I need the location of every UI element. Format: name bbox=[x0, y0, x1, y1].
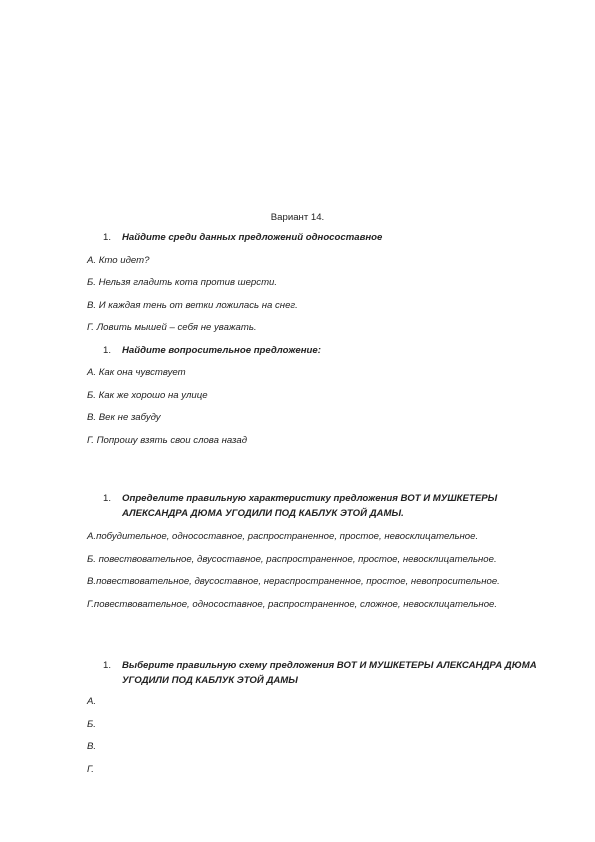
question-2-option-a: А. Как она чувствует bbox=[87, 367, 186, 378]
variant-title: Вариант 14. bbox=[270, 212, 325, 223]
question-2-text: Найдите вопросительное предложение: bbox=[122, 345, 321, 356]
question-4-option-d: Г. bbox=[87, 764, 94, 775]
question-1-number: 1. bbox=[103, 232, 112, 243]
question-4-option-a: А. bbox=[87, 696, 97, 707]
question-3-number: 1. bbox=[103, 493, 112, 504]
question-2-option-c: В. Век не забуду bbox=[87, 412, 161, 423]
question-3-option-b: Б. повествовательное, двусоставное, распространенное, простое, невосклицательное. bbox=[87, 554, 497, 565]
question-1-option-d: Г. Ловить мышей – себя не уважать. bbox=[87, 322, 257, 333]
question-1-option-c: В. И каждая тень от ветки ложилась на снег. bbox=[87, 300, 298, 311]
question-1-option-b: Б. Нельзя гладить кота против шерсти. bbox=[87, 277, 278, 288]
question-2-number: 1. bbox=[103, 345, 112, 356]
question-3-text: Определите правильную характеристику предложения ВОТ И МУШКЕТЕРЫ АЛЕКСАНДРА ДЮМА УГОДИЛИ ПОД КАБЛУК ЭТОЙ ДАМЫ. bbox=[122, 493, 498, 519]
question-4-option-b: Б. bbox=[87, 719, 96, 730]
question-3-option-c: В.повествовательное, двусоставное, нераспространенное, простое, невопросительное. bbox=[87, 576, 500, 587]
question-1-option-a: А. Кто идет? bbox=[87, 255, 150, 266]
question-4-text: Выберите правильную схему предложения ВОТ И МУШКЕТЕРЫ АЛЕКСАНДРА ДЮМА УГОДИЛИ ПОД КАБЛУК ЭТОЙ ДАМЫ bbox=[122, 660, 537, 686]
question-2-option-b: Б. Как же хорошо на улице bbox=[87, 390, 208, 401]
question-3-option-d: Г.повествовательное, односоставное, распространенное, сложное, невосклицательное. bbox=[87, 599, 498, 610]
question-4-option-c: В. bbox=[87, 741, 97, 752]
question-4-number: 1. bbox=[103, 660, 112, 671]
question-1-text: Найдите среди данных предложений односоставное bbox=[122, 232, 383, 243]
question-2-option-d: Г. Попрошу взять свои слова назад bbox=[87, 435, 248, 446]
question-3-option-a: А.побудительное, односоставное, распространенное, простое, невосклицательное. bbox=[87, 531, 479, 542]
